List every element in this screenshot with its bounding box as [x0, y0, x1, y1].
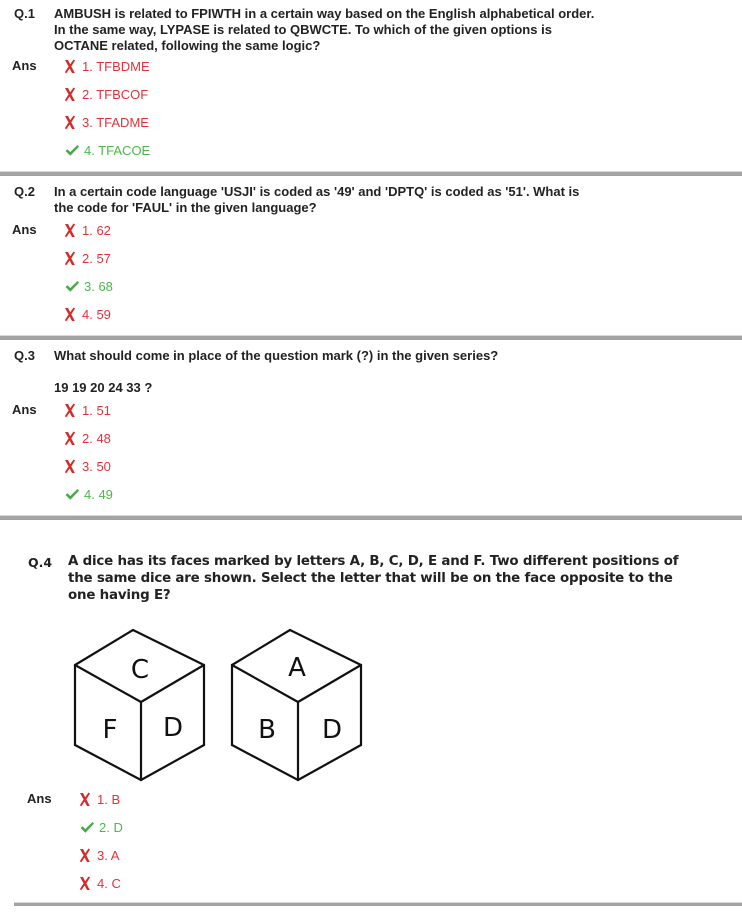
- cross-icon: [62, 58, 78, 74]
- option-label: 3. A: [97, 847, 120, 863]
- option-label: 2. 48: [82, 430, 111, 446]
- option-3[interactable]: [62, 457, 111, 475]
- check-icon: [79, 819, 95, 835]
- option-label: 4. 49: [84, 486, 113, 502]
- cross-icon: [77, 791, 93, 807]
- option-label: 4. TFACOE: [84, 142, 151, 158]
- cross-icon: [62, 458, 78, 474]
- dice-2-edge: [232, 630, 290, 665]
- section-divider: [0, 171, 742, 176]
- ans-label: Ans: [12, 58, 37, 73]
- question-text: [68, 553, 678, 604]
- question-line: In the same way, LYPASE is related to QBWCTE. To which of the given options is: [54, 22, 552, 37]
- option-label: 3. 68: [84, 278, 113, 294]
- question-line: the code for 'FAUL' in the given language?: [54, 200, 317, 215]
- question-number: Q.3: [14, 348, 35, 363]
- dice-1-edge: [141, 745, 204, 780]
- cross-icon: [77, 847, 93, 863]
- cross-icon: [77, 875, 93, 891]
- option-2[interactable]: [62, 85, 148, 103]
- dice-1-top-face: C: [130, 655, 150, 685]
- question-text: [54, 6, 594, 54]
- dice-2-left-face: B: [258, 715, 276, 745]
- dice-2-edge: [232, 745, 298, 780]
- check-icon: [64, 278, 80, 294]
- dice-1-edges: [75, 630, 204, 780]
- option-1[interactable]: [62, 221, 111, 239]
- dice-1-edge: [75, 745, 141, 780]
- option-2[interactable]: [79, 818, 123, 836]
- option-1[interactable]: [77, 790, 120, 808]
- ans-label: Ans: [27, 791, 52, 806]
- option-4[interactable]: [77, 874, 121, 892]
- question-number: Q.4: [28, 555, 53, 570]
- option-2[interactable]: [62, 429, 111, 447]
- option-label: 4. 59: [82, 306, 111, 322]
- option-label: 2. D: [99, 819, 123, 835]
- question-text: [54, 348, 498, 364]
- ans-label: Ans: [12, 402, 37, 417]
- option-1[interactable]: [62, 57, 150, 75]
- option-4[interactable]: [62, 305, 111, 323]
- number-series: 19 19 20 24 33 ?: [54, 380, 153, 395]
- question-line: In a certain code language 'USJI' is coded as '49' and 'DPTQ' is coded as '51'. What is: [54, 184, 580, 199]
- option-label: 3. 50: [82, 458, 111, 474]
- option-4[interactable]: [64, 485, 113, 503]
- section-divider: [14, 902, 742, 906]
- ans-label: Ans: [12, 222, 37, 237]
- dice-1-edge: [141, 665, 204, 702]
- option-3[interactable]: [64, 277, 113, 295]
- cross-icon: [62, 86, 78, 102]
- question-text: [54, 184, 579, 216]
- option-4[interactable]: [64, 141, 150, 159]
- option-label: 2. TFBCOF: [82, 86, 149, 102]
- dice-2-right-face: D: [321, 715, 343, 745]
- question-line: What should come in place of the question mark (?) in the given series?: [54, 348, 499, 363]
- cross-icon: [62, 250, 78, 266]
- cross-icon: [62, 402, 78, 418]
- check-icon: [64, 142, 80, 158]
- question-line: A dice has its faces marked by letters A, B, C, D, E and F. Two different positions of: [68, 554, 679, 569]
- option-label: 3. TFADME: [82, 114, 149, 130]
- dice-1-right-face: D: [162, 713, 184, 743]
- cross-icon: [62, 430, 78, 446]
- question-line: AMBUSH is related to FPIWTH in a certain way based on the English alphabetical order.: [54, 6, 595, 21]
- question-line: the same dice are shown. Select the letter that will be on the face opposite to the: [68, 571, 673, 586]
- option-label: 4. C: [97, 875, 121, 891]
- question-number: Q.2: [14, 184, 35, 199]
- option-label: 1. 62: [82, 222, 111, 238]
- dice-2-top-face: A: [288, 653, 306, 683]
- check-icon: [64, 486, 80, 502]
- option-label: 1. 51: [82, 402, 111, 418]
- section-divider: [0, 515, 742, 520]
- option-3[interactable]: [77, 846, 119, 864]
- option-label: 2. 57: [82, 250, 111, 266]
- dice-1-edge: [75, 630, 133, 665]
- option-label: 1. B: [97, 791, 121, 807]
- option-1[interactable]: [62, 401, 111, 419]
- option-label: 1. TFBDME: [82, 58, 150, 74]
- option-2[interactable]: [62, 249, 111, 267]
- dice-figure: [60, 620, 380, 790]
- dice-2-edge: [298, 665, 361, 702]
- option-3[interactable]: [62, 113, 149, 131]
- dice-2-edge: [298, 745, 361, 780]
- section-divider: [0, 335, 742, 340]
- dice-1-left-face: F: [102, 715, 118, 745]
- cross-icon: [62, 306, 78, 322]
- cross-icon: [62, 222, 78, 238]
- question-line: one having E?: [68, 588, 171, 603]
- cross-icon: [62, 114, 78, 130]
- question-number: Q.1: [14, 6, 35, 21]
- question-line: OCTANE related, following the same logic?: [54, 38, 321, 53]
